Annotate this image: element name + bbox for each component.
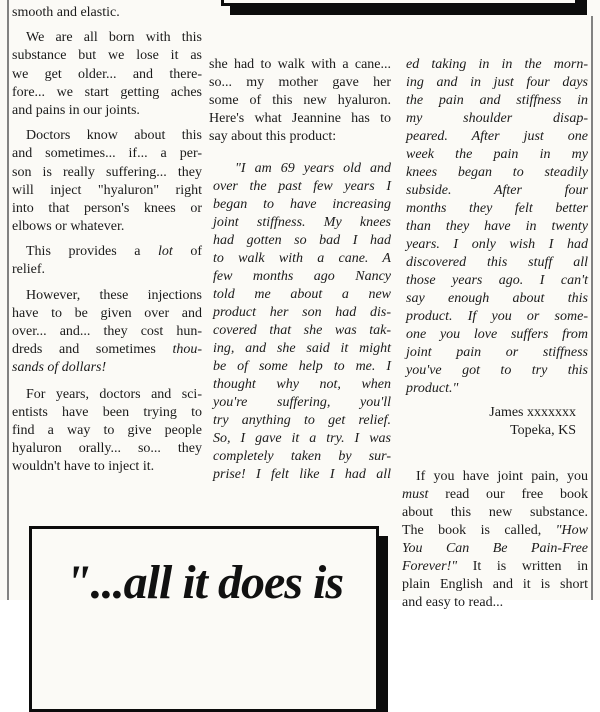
text-line: and pains in our joints. bbox=[12, 102, 140, 118]
testimonial-quote bbox=[209, 160, 391, 484]
text-line: For years, doctors and sci- bbox=[26, 386, 202, 402]
text-line: the pain and stiffness in bbox=[406, 93, 588, 108]
text-line: some of this new hyaluron. bbox=[209, 93, 391, 108]
text-line: began to have increasing bbox=[213, 197, 391, 212]
text-line: fore... we start getting aches bbox=[12, 84, 202, 100]
text-line: ing and in just four days bbox=[406, 75, 588, 90]
text-line: have to be given over and bbox=[12, 305, 202, 321]
paragraph bbox=[12, 29, 202, 120]
text-line: completely taken by sur- bbox=[213, 449, 391, 464]
text-line: hyaluron orally... so... they bbox=[12, 441, 202, 457]
text-line: product her son had dis- bbox=[213, 305, 391, 320]
text-line: and easy to read... bbox=[402, 595, 504, 610]
column-middle bbox=[209, 56, 391, 484]
text-line: so... my mother gave her bbox=[209, 75, 391, 90]
text-line: ed taking in in the morn- bbox=[406, 57, 588, 72]
paragraph bbox=[12, 243, 202, 279]
text-line: week the pain in my bbox=[406, 147, 588, 162]
column-right bbox=[402, 56, 588, 612]
text-line: to walk with a cane. A bbox=[213, 251, 391, 266]
text-line: be of some help to me. I bbox=[213, 359, 391, 374]
text-line: discovered this stuff all bbox=[406, 255, 588, 270]
text-line: entists have been trying to bbox=[12, 404, 202, 420]
text-line: joint stiffness. My knees bbox=[213, 215, 391, 230]
text-line: You Can Be Pain-Free bbox=[402, 541, 588, 556]
left-column-rule bbox=[7, 0, 9, 600]
text-line: We are all born with this bbox=[26, 30, 202, 46]
text-line: thought why not, when bbox=[213, 377, 391, 392]
text-line: we get older... and there- bbox=[12, 66, 202, 82]
text-line: one you love suffers from bbox=[406, 327, 588, 342]
text-line: peared. After just one bbox=[406, 129, 588, 144]
text-line: knees began to steadily bbox=[406, 165, 588, 180]
text-line: about this new substance. bbox=[402, 505, 588, 520]
text-line: Doctors know about this bbox=[26, 128, 202, 144]
text-line: dreds and sometimes thou- bbox=[12, 342, 202, 358]
text-line: prise! I felt like I had all bbox=[213, 467, 391, 482]
right-column-rule bbox=[591, 16, 593, 600]
text-line: "I am 69 years old and bbox=[235, 161, 391, 176]
text-line: you've got to try this bbox=[406, 363, 588, 378]
text-line: than they have in twenty bbox=[406, 219, 588, 234]
text-line: you're suffering, you'll bbox=[213, 395, 391, 410]
text-line: Forever!" It is written in bbox=[402, 559, 588, 574]
text-line: must read our free book bbox=[402, 487, 588, 502]
text-line: son is really suffering... they bbox=[12, 164, 202, 180]
text-line: subside. After four bbox=[406, 183, 588, 198]
pull-quote-headline: "...all it does is bbox=[65, 556, 343, 609]
text-line: If you have joint pain, you bbox=[416, 469, 588, 484]
paragraph bbox=[12, 4, 202, 22]
text-line: told me about a new bbox=[213, 287, 391, 302]
bottom-ad-box bbox=[29, 526, 379, 712]
text-line: joint pain or stiffness bbox=[406, 345, 588, 360]
column-left bbox=[12, 4, 202, 477]
text-line: into that person's knees or bbox=[12, 200, 202, 216]
text-line: those years ago. I can't bbox=[406, 273, 588, 288]
text-line: Topeka, KS bbox=[510, 423, 576, 438]
text-line: plain English and it is short bbox=[402, 577, 588, 592]
text-line: James xxxxxxx bbox=[489, 405, 576, 420]
text-line: ing, and she said it might bbox=[213, 341, 391, 356]
text-line: relief. bbox=[12, 262, 46, 278]
text-line: few months ago Nancy bbox=[213, 269, 391, 284]
text-line: The book is called, "How bbox=[402, 523, 588, 538]
text-line: try anything to get relief. bbox=[213, 413, 391, 428]
text-line: smooth and elastic. bbox=[12, 5, 120, 20]
text-line: This provides a lot of bbox=[26, 244, 202, 260]
testimonial-quote bbox=[402, 56, 588, 398]
text-line: elbows or whatever. bbox=[12, 219, 125, 235]
text-line: product." bbox=[406, 381, 459, 396]
paragraph bbox=[209, 56, 391, 146]
paragraph bbox=[12, 386, 202, 477]
text-line: over the past few years I bbox=[213, 179, 391, 194]
text-line: wouldn't have to inject it. bbox=[12, 459, 155, 475]
text-line: years. I only wish I had bbox=[406, 237, 588, 252]
text-line: she had to walk with a cane... bbox=[209, 57, 391, 72]
text-line: product. If you or some- bbox=[406, 309, 588, 324]
text-line: covered that she was tak- bbox=[213, 323, 391, 338]
text-line: had gotten so bad I had bbox=[213, 233, 391, 248]
text-line: months they felt better bbox=[406, 201, 588, 216]
text-line: substance but we lose it as bbox=[12, 48, 202, 64]
paragraph bbox=[12, 287, 202, 378]
paragraph bbox=[402, 468, 588, 612]
text-line: will inject "hyaluron" right bbox=[12, 182, 202, 198]
text-line: Here's what Jeannine has to bbox=[209, 111, 391, 126]
text-line: find a way to give people bbox=[12, 422, 202, 438]
text-line: So, I gave it a try. I was bbox=[213, 431, 391, 446]
text-line: say enough about this bbox=[406, 291, 588, 306]
paragraph bbox=[12, 127, 202, 236]
text-line: say about this product: bbox=[209, 129, 337, 144]
text-line: my shoulder disap- bbox=[406, 111, 588, 126]
top-ad-box-edge bbox=[221, 0, 578, 6]
text-line: and sometimes... if... a per- bbox=[12, 146, 202, 162]
text-line: However, these injections bbox=[26, 287, 202, 303]
attribution bbox=[402, 404, 588, 440]
text-line: sands of dollars! bbox=[12, 360, 107, 376]
text-line: over... and... they cost hun- bbox=[12, 324, 202, 339]
